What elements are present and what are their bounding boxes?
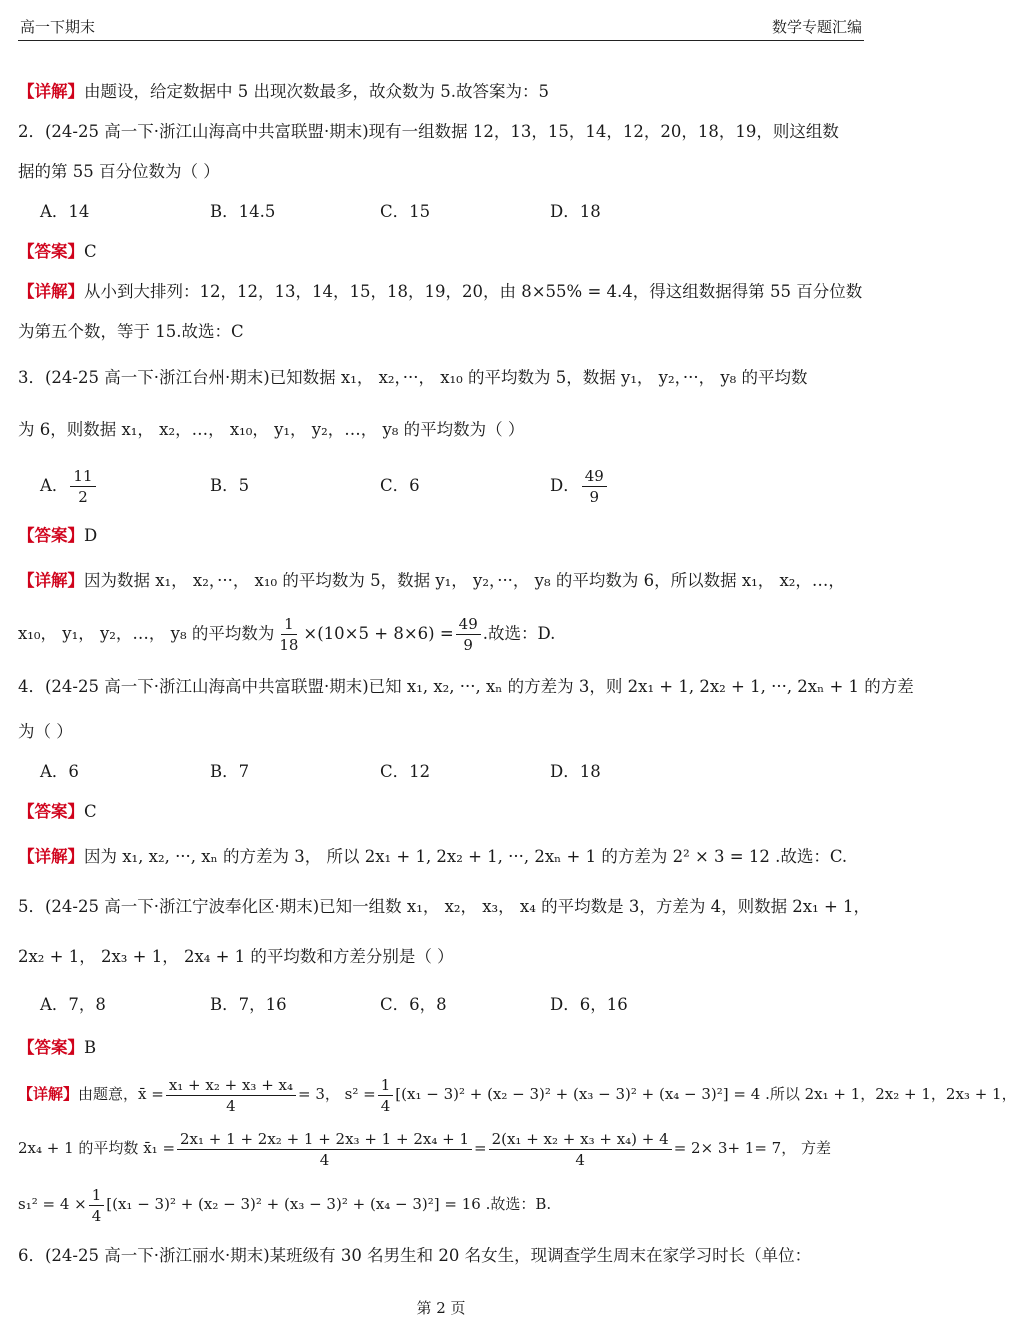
option-d: D．18 (550, 202, 601, 221)
fraction: $\frac{\text{x₁ + x₂ + x₃ + x₄}}{4}$ (166, 1075, 296, 1116)
option-d: D．18 (550, 762, 601, 781)
option-b: B．7，16 (210, 995, 287, 1014)
answer-tag: 【答案】 (18, 242, 84, 261)
option-d: D．6，16 (550, 995, 628, 1014)
q2-detail-line2: 为第五个数，等于 15.故选：C (18, 322, 244, 341)
option-b: B．14.5 (210, 202, 276, 221)
option-c: C．15 (380, 202, 431, 221)
q4-answer: 【答案】C (18, 802, 97, 821)
q5-answer: 【答案】B (18, 1038, 97, 1057)
fraction: $\frac{1}{4}$ (378, 1075, 394, 1116)
option-a: A．6 (40, 762, 79, 781)
q6-stem-line1: 6．(24-25 高一下·浙江丽水·期末)某班级有 30 名男生和 20 名女生，现调查学生周末在家学习时长（单位： (18, 1246, 812, 1265)
option-c: C．6，8 (380, 995, 447, 1014)
q1-detail: 【详解】由题设，给定数据中 5 出现次数最多，故众数为 5.故答案为：5 (18, 82, 549, 101)
q4-stem-line2: 为（ ） (18, 722, 73, 741)
option-a: A．14 (40, 202, 90, 221)
page-content (18, 72, 1017, 1280)
q3-detail-line2: x₁₀， y₁， y₂，…， y₈ 的平均数为 $\frac{1}{18}$ ×(10×5 + 8×6) = $\frac{49}{9}$ .故选：D. (18, 615, 556, 654)
detail-tag: 【详解】 (18, 1085, 79, 1103)
header-left: 高一下期末 (20, 18, 96, 36)
fraction: $\frac{\text{2x₁ + 1 + 2x₂ + 1 + 2x₃ + 1 + 2x₄ + 1}}{4}$ (177, 1129, 472, 1170)
q3-detail-line1: 【详解】因为数据 x₁， x₂，···， x₁₀ 的平均数为 5，数据 y₁， y₂，···， y₈ 的平均数为 6，所以数据 x₁， x₂，…， (18, 571, 845, 590)
q3-stem-line2: 为 6，则数据 x₁， x₂，…， x₁₀， y₁， y₂，…， y₈ 的平均数为（ ） (18, 420, 525, 439)
detail-tag: 【详解】 (18, 82, 84, 101)
q5-stem-line1: 5．(24-25 高一下·浙江宁波奉化区·期末)已知一组数 x₁， x₂， x₃， x₄ 的平均数是 3，方差为 4，则数据 2x₁ + 1， (18, 897, 871, 916)
q2-answer: 【答案】C (18, 242, 97, 261)
q5-detail-line3: s₁² = 4 × $\frac{1}{4}$ [(x₁ − 3)² + (x₂ − 3)² + (x₃ − 3)² + (x₄ − 3)²] = 16 .故选：B. (18, 1185, 552, 1225)
option-a: A． $\frac{11}{2}$ (40, 456, 210, 516)
option-b: B．5 (210, 476, 250, 495)
q5-detail-line1: 【详解】由题意，x̄ = $\frac{\text{x₁ + x₂ + x₃ + x₄}}{4}$ = 3， s² = $\frac{1}{4}$ [(x₁ − 3)² + (x₂ − 3)² + (x₃ − 3)² + (x₄ − 3)²] = 4 .所以 2x₁ + 1，2x₂ + 1，2x₃ + 1， (18, 1075, 1017, 1115)
option-c: C．12 (380, 762, 431, 781)
option-d: D． $\frac{49}{9}$ (550, 456, 720, 516)
fraction: $\frac{1}{18}$ (279, 615, 299, 654)
header-right: 数学专题汇编 (771, 18, 862, 36)
fraction: $\frac{\text{2(x₁ + x₂ + x₃ + x₄) + 4}}{4}$ (489, 1129, 672, 1170)
q3-options (18, 456, 864, 516)
fraction: $\frac{49}{9}$ (582, 466, 607, 507)
answer-tag: 【答案】 (18, 1038, 84, 1057)
detail-tag: 【详解】 (18, 282, 84, 301)
q5-detail-line2: 2x₄ + 1 的平均数 x̄₁ = $\frac{\text{2x₁ + 1 + 2x₂ + 1 + 2x₃ + 1 + 2x₄ + 1}}{4}$ = $\frac{\text{2(x₁ + x₂ + x₃ + x₄) + 4}}{4}$ = 2× 3+ 1= 7， 方差 (18, 1129, 831, 1169)
option-c: C．6 (380, 476, 420, 495)
option-b: B．7 (210, 762, 250, 781)
q2-stem-line1: 2．(24-25 高一下·浙江山海高中共富联盟·期末)现有一组数据 12，13，15，14，12，20，18，19，则这组数 (18, 122, 839, 141)
q5-options (18, 982, 864, 1028)
detail-tag: 【详解】 (18, 847, 84, 866)
q4-stem-line1: 4．(24-25 高一下·浙江山海高中共富联盟·期末)已知 x₁, x₂, ···, xₙ 的方差为 3，则 2x₁ + 1, 2x₂ + 1, ···, 2xₙ + 1 的方差 (18, 677, 914, 696)
option-a: A．7，8 (40, 995, 106, 1014)
answer-tag: 【答案】 (18, 802, 84, 821)
q3-answer: 【答案】D (18, 526, 98, 545)
answer-tag: 【答案】 (18, 526, 84, 545)
q2-options (18, 192, 864, 232)
q2-detail-line1: 【详解】从小到大排列：12，12，13，14，15，18，19，20，由 8×55% = 4.4，得这组数据得第 55 百分位数 (18, 282, 863, 301)
q3-stem-line1: 3．(24-25 高一下·浙江台州·期末)已知数据 x₁， x₂，···， x₁₀ 的平均数为 5，数据 y₁， y₂，···， y₈ 的平均数 (18, 368, 808, 387)
fraction: $\frac{49}{9}$ (456, 614, 481, 655)
fraction: $\frac{11}{2}$ (70, 466, 95, 507)
q4-options (18, 752, 864, 792)
detail-tag: 【详解】 (18, 571, 84, 590)
q4-detail: 【详解】因为 x₁, x₂, ···, xₙ 的方差为 3， 所以 2x₁ + 1, 2x₂ + 1, ···, 2xₙ + 1 的方差为 2² × 3 = 12 .故选：C. (18, 847, 848, 866)
fraction: $\frac{1}{4}$ (89, 1185, 105, 1226)
q2-stem-line2: 据的第 55 百分位数为（ ） (18, 162, 220, 181)
page-number: 第 2 页 (416, 1299, 466, 1317)
page-header (18, 8, 864, 41)
q5-stem-line2: 2x₂ + 1， 2x₃ + 1， 2x₄ + 1 的平均数和方差分别是（ ） (18, 947, 454, 966)
